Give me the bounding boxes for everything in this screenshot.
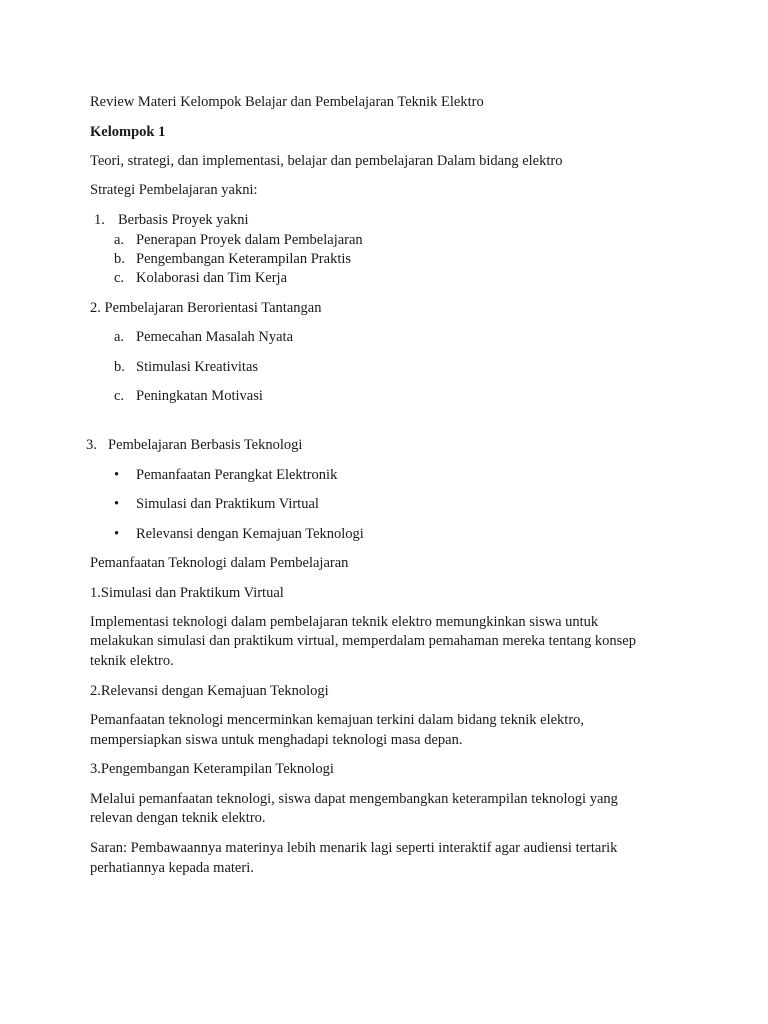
document-title: Review Materi Kelompok Belajar dan Pembelajaran Teknik Elektro <box>90 94 484 110</box>
list-marker: c. <box>114 270 125 286</box>
list-item-text: Stimulasi Kreativitas <box>136 359 259 375</box>
bullet-marker: • <box>114 526 120 542</box>
paragraph-line: teknik elektro. <box>90 653 174 669</box>
bullet-marker: • <box>114 467 120 483</box>
paragraph-line: mempersiapkan siswa untuk menghadapi teknologi masa depan. <box>90 732 463 748</box>
list-item-text: Penerapan Proyek dalam Pembelajaran <box>136 232 363 248</box>
list-item-text: Pemanfaatan Perangkat Elektronik <box>136 467 338 483</box>
list-marker: a. <box>114 329 125 345</box>
paragraph-line: melakukan simulasi dan praktikum virtual, memperdalam pemahaman mereka tentang konsep <box>90 633 636 649</box>
section-1-heading: Berbasis Proyek yakni <box>118 212 249 228</box>
topic-line: Teori, strategi, dan implementasi, belajar dan pembelajaran Dalam bidang elektro <box>90 153 563 169</box>
paragraph-line: perhatiannya kepada materi. <box>90 860 254 876</box>
group-heading: Kelompok 1 <box>90 124 166 140</box>
list-marker: a. <box>114 232 125 248</box>
section-3-marker: 3. <box>86 437 97 453</box>
point-1-heading: 1.Simulasi dan Praktikum Virtual <box>90 585 284 601</box>
list-item-text: Pengembangan Keterampilan Praktis <box>136 251 352 267</box>
list-item-text: Peningkatan Motivasi <box>136 388 263 404</box>
list-item-text: Pemecahan Masalah Nyata <box>136 329 294 345</box>
paragraph-line: Saran: Pembawaannya materinya lebih menarik lagi seperti interaktif agar audiensi tertarik <box>90 840 618 856</box>
tech-heading: Pemanfaatan Teknologi dalam Pembelajaran <box>90 555 349 571</box>
point-2-heading: 2.Relevansi dengan Kemajuan Teknologi <box>90 683 329 699</box>
list-marker: b. <box>114 359 125 375</box>
list-item-text: Kolaborasi dan Tim Kerja <box>136 270 288 286</box>
list-item-text: Simulasi dan Praktikum Virtual <box>136 496 319 512</box>
paragraph-line: relevan dengan teknik elektro. <box>90 810 266 826</box>
paragraph-line: Pemanfaatan teknologi mencerminkan kemajuan terkini dalam bidang teknik elektro, <box>90 712 585 728</box>
list-marker: c. <box>114 388 125 404</box>
paragraph-line: Implementasi teknologi dalam pembelajaran teknik elektro memungkinkan siswa untuk <box>90 614 599 630</box>
strategy-intro: Strategi Pembelajaran yakni: <box>90 182 258 198</box>
section-3-heading: Pembelajaran Berbasis Teknologi <box>108 437 303 453</box>
list-item-text: Relevansi dengan Kemajuan Teknologi <box>136 526 364 542</box>
bullet-marker: • <box>114 496 120 512</box>
point-3-heading: 3.Pengembangan Keterampilan Teknologi <box>90 761 334 777</box>
list-marker: b. <box>114 251 125 267</box>
section-2-heading: 2. Pembelajaran Berorientasi Tantangan <box>90 300 322 316</box>
paragraph-line: Melalui pemanfaatan teknologi, siswa dapat mengembangkan keterampilan teknologi yang <box>90 791 618 807</box>
section-1-marker: 1. <box>94 212 105 228</box>
